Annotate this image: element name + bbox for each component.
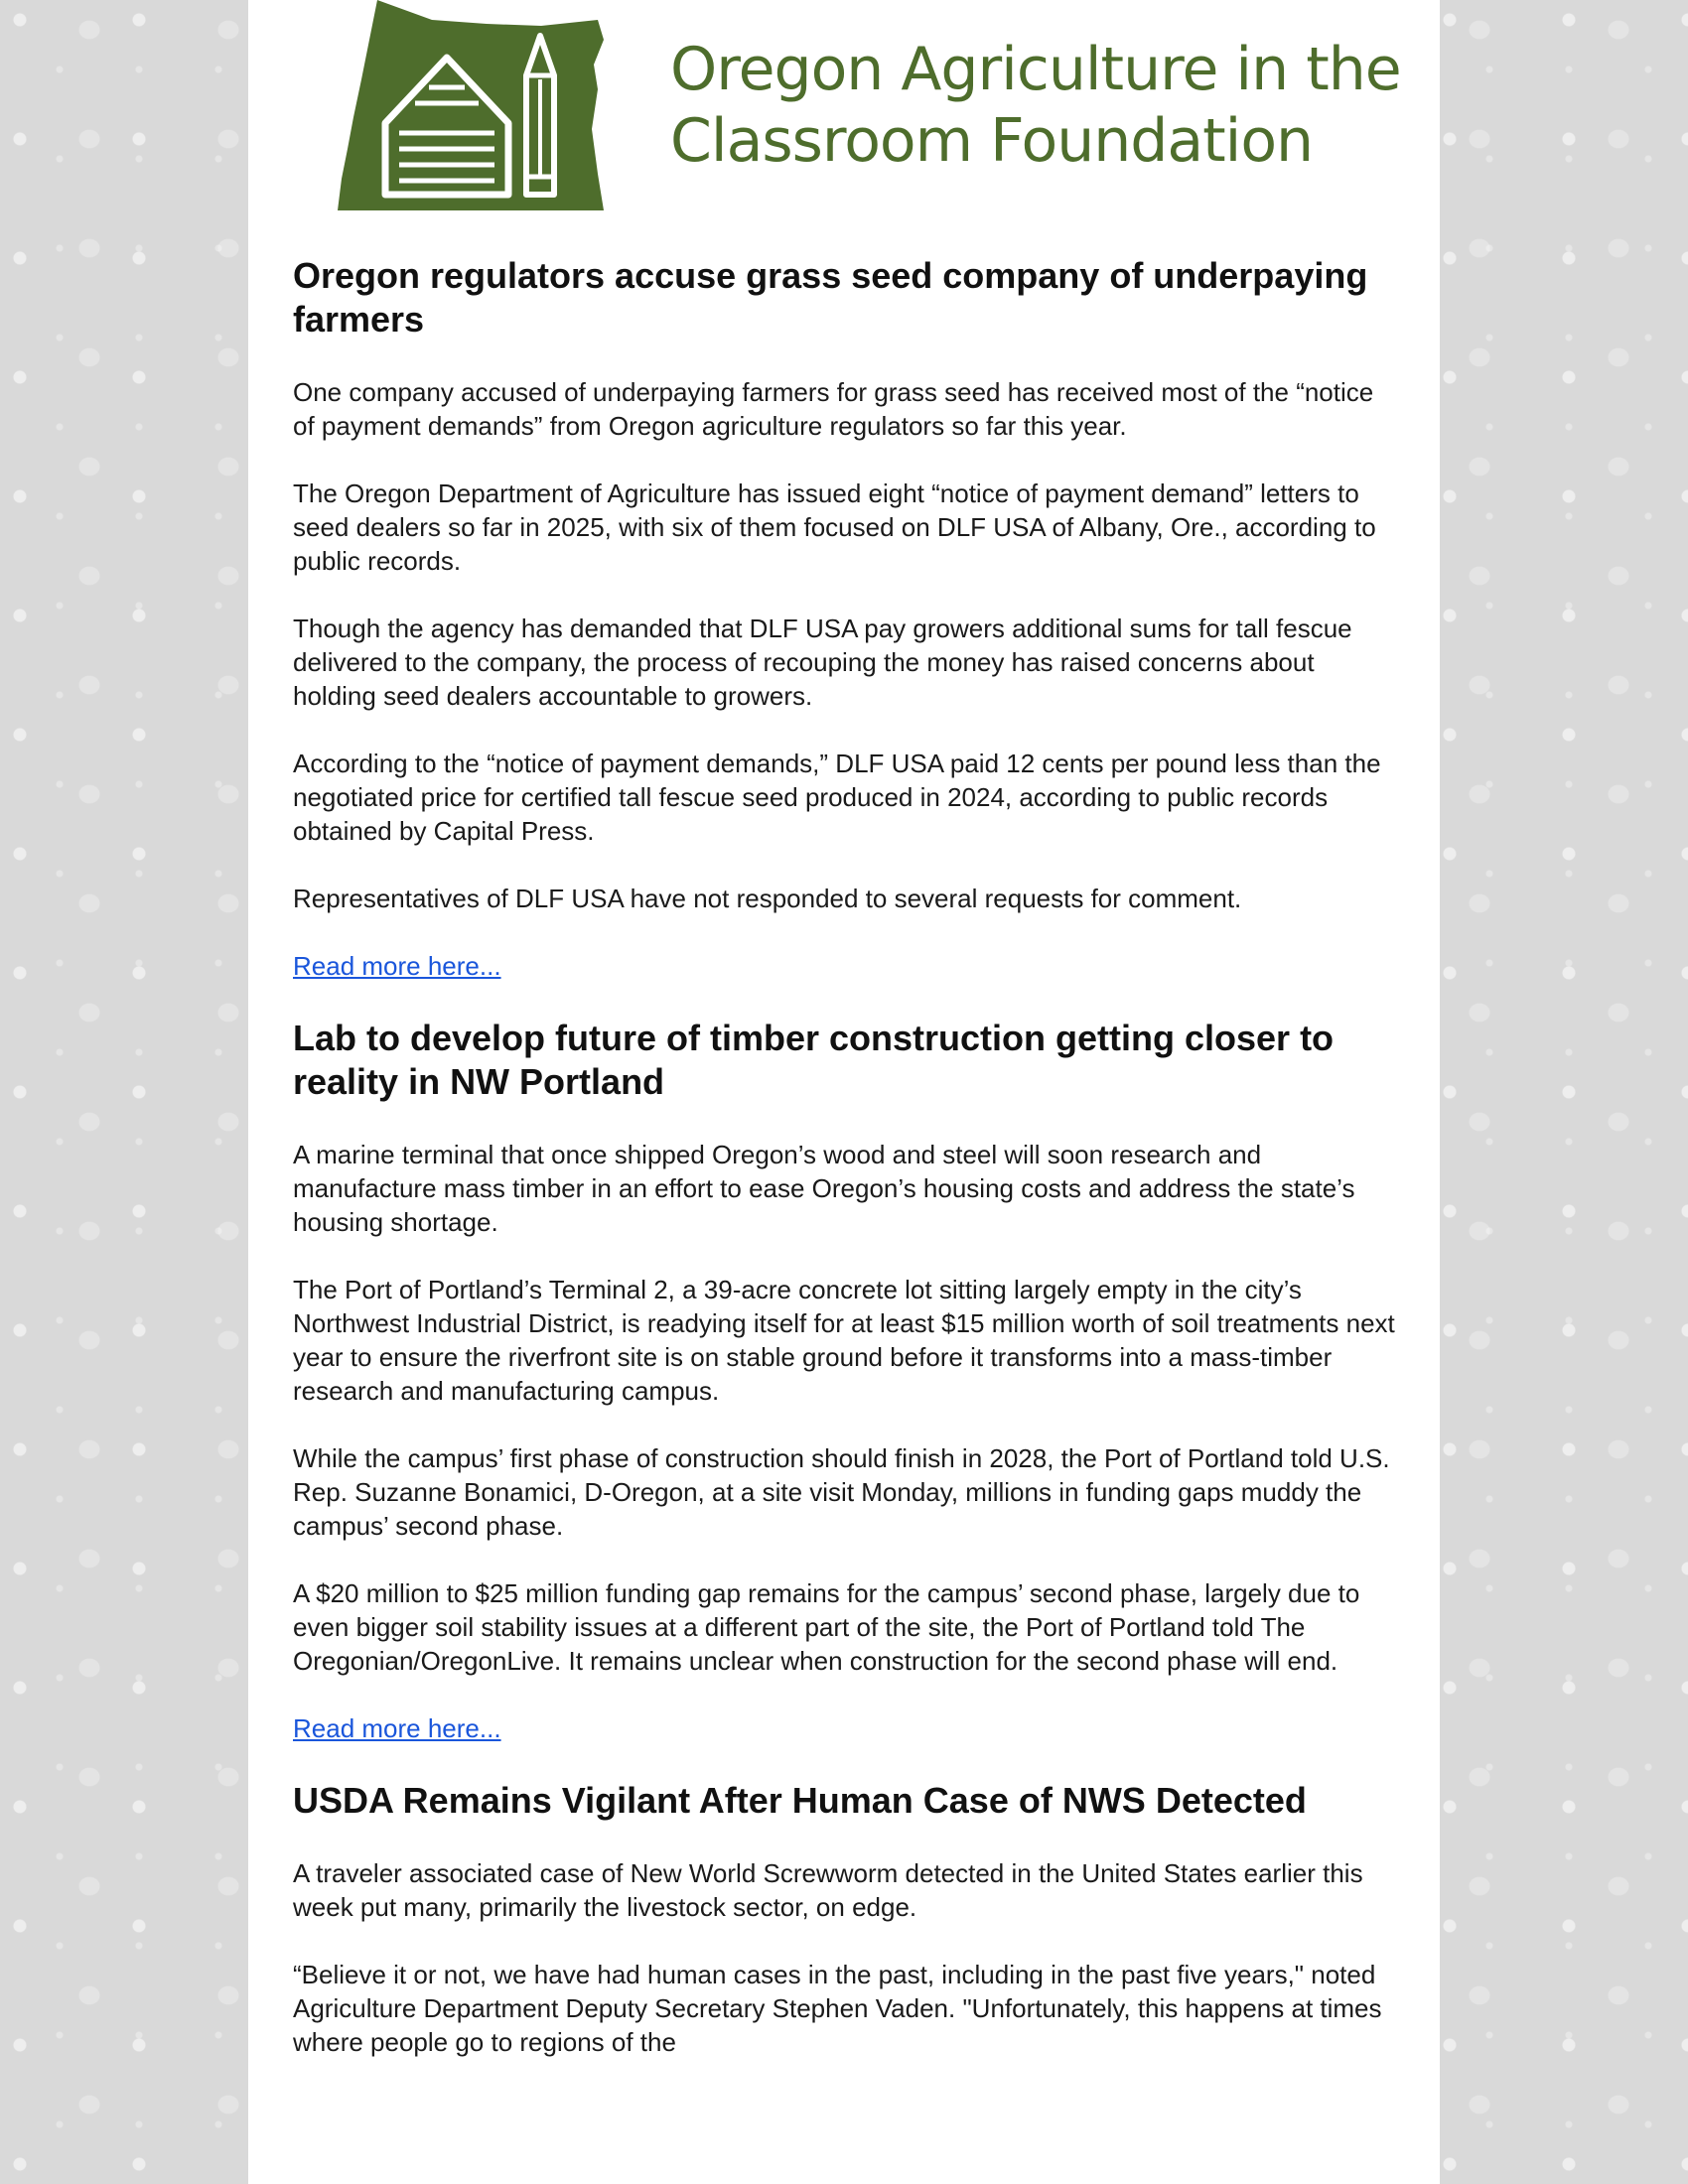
oregon-barn-pencil-logo-icon [338,0,606,213]
article-paragraph: A $20 million to $25 million funding gap remains for the campus’ second phase, largely due to even bigger soil stability issues at a different part of the site, the Port of Portland told The Oregonian/OregonLive. It remains unclear when construction for the second phase will end. [293,1578,1360,1676]
article-paragraph: Representatives of DLF USA have not responded to several requests for comment. [293,884,1242,913]
brand-wordmark-line-1: Oregon Agriculture in the [670,35,1401,104]
article-paragraph: According to the “notice of payment demands,” DLF USA paid 12 cents per pound less than the negotiated price for certified tall fescue seed produced in 2024, according to public records obtained by Capital Press. [293,749,1381,846]
article-paragraph: Though the agency has demanded that DLF USA pay growers additional sums for tall fescue delivered to the company, the process of recouping the money has raised concerns about holding seed dealers accountable to growers. [293,614,1352,711]
newsletter-content [293,254,1400,2093]
article-paragraph: A marine terminal that once shipped Oregon’s wood and steel will soon research and manufacture mass timber in an effort to ease Oregon’s housing costs and address the state’s housing shortage. [293,1140,1355,1237]
article-usda-nws [293,1779,1400,2059]
read-more-link[interactable]: Read more here... [293,1713,501,1743]
article-grass-seed [293,254,1400,983]
article-paragraph: While the campus’ first phase of construction should finish in 2028, the Port of Portland told U.S. Rep. Suzanne Bonamici, D-Oregon, at a site visit Monday, millions in funding gaps muddy the campus’ second phase. [293,1443,1390,1541]
article-paragraph: A traveler associated case of New World Screwworm detected in the United States earlier this week put many, primarily the livestock sector, on edge. [293,1858,1363,1922]
article-title: USDA Remains Vigilant After Human Case of NWS Detected [293,1780,1307,1821]
article-paragraph: The Oregon Department of Agriculture has issued eight “notice of payment demand” letters to seed dealers so far in 2025, with six of them focused on DLF USA of Albany, Ore., according to public records. [293,478,1376,576]
article-paragraph: One company accused of underpaying farmers for grass seed has received most of the “notice of payment demands” from Oregon agriculture regulators so far this year. [293,377,1374,441]
article-paragraph: The Port of Portland’s Terminal 2, a 39-acre concrete lot sitting largely empty in the city’s Northwest Industrial District, is readying itself for at least $15 million worth of soil treatments next year to ensure the riverfront site is on stable ground before it transforms into a mass-timber research and manufacturing campus. [293,1275,1395,1406]
brand-wordmark [670,34,1484,177]
header [293,0,1405,218]
brand-wordmark-line-2: Classroom Foundation [670,106,1314,176]
newsletter-panel [248,0,1440,2184]
article-timber-lab [293,1017,1400,1745]
article-title: Oregon regulators accuse grass seed company of underpaying farmers [293,255,1368,340]
article-title: Lab to develop future of timber construction getting closer to reality in NW Portland [293,1018,1335,1102]
article-paragraph: “Believe it or not, we have had human cases in the past, including in the past five years," noted Agriculture Department Deputy Secretary Stephen Vaden. "Unfortunately, this happens at times where people go to regions of the [293,1960,1382,2057]
read-more-link[interactable]: Read more here... [293,951,501,981]
